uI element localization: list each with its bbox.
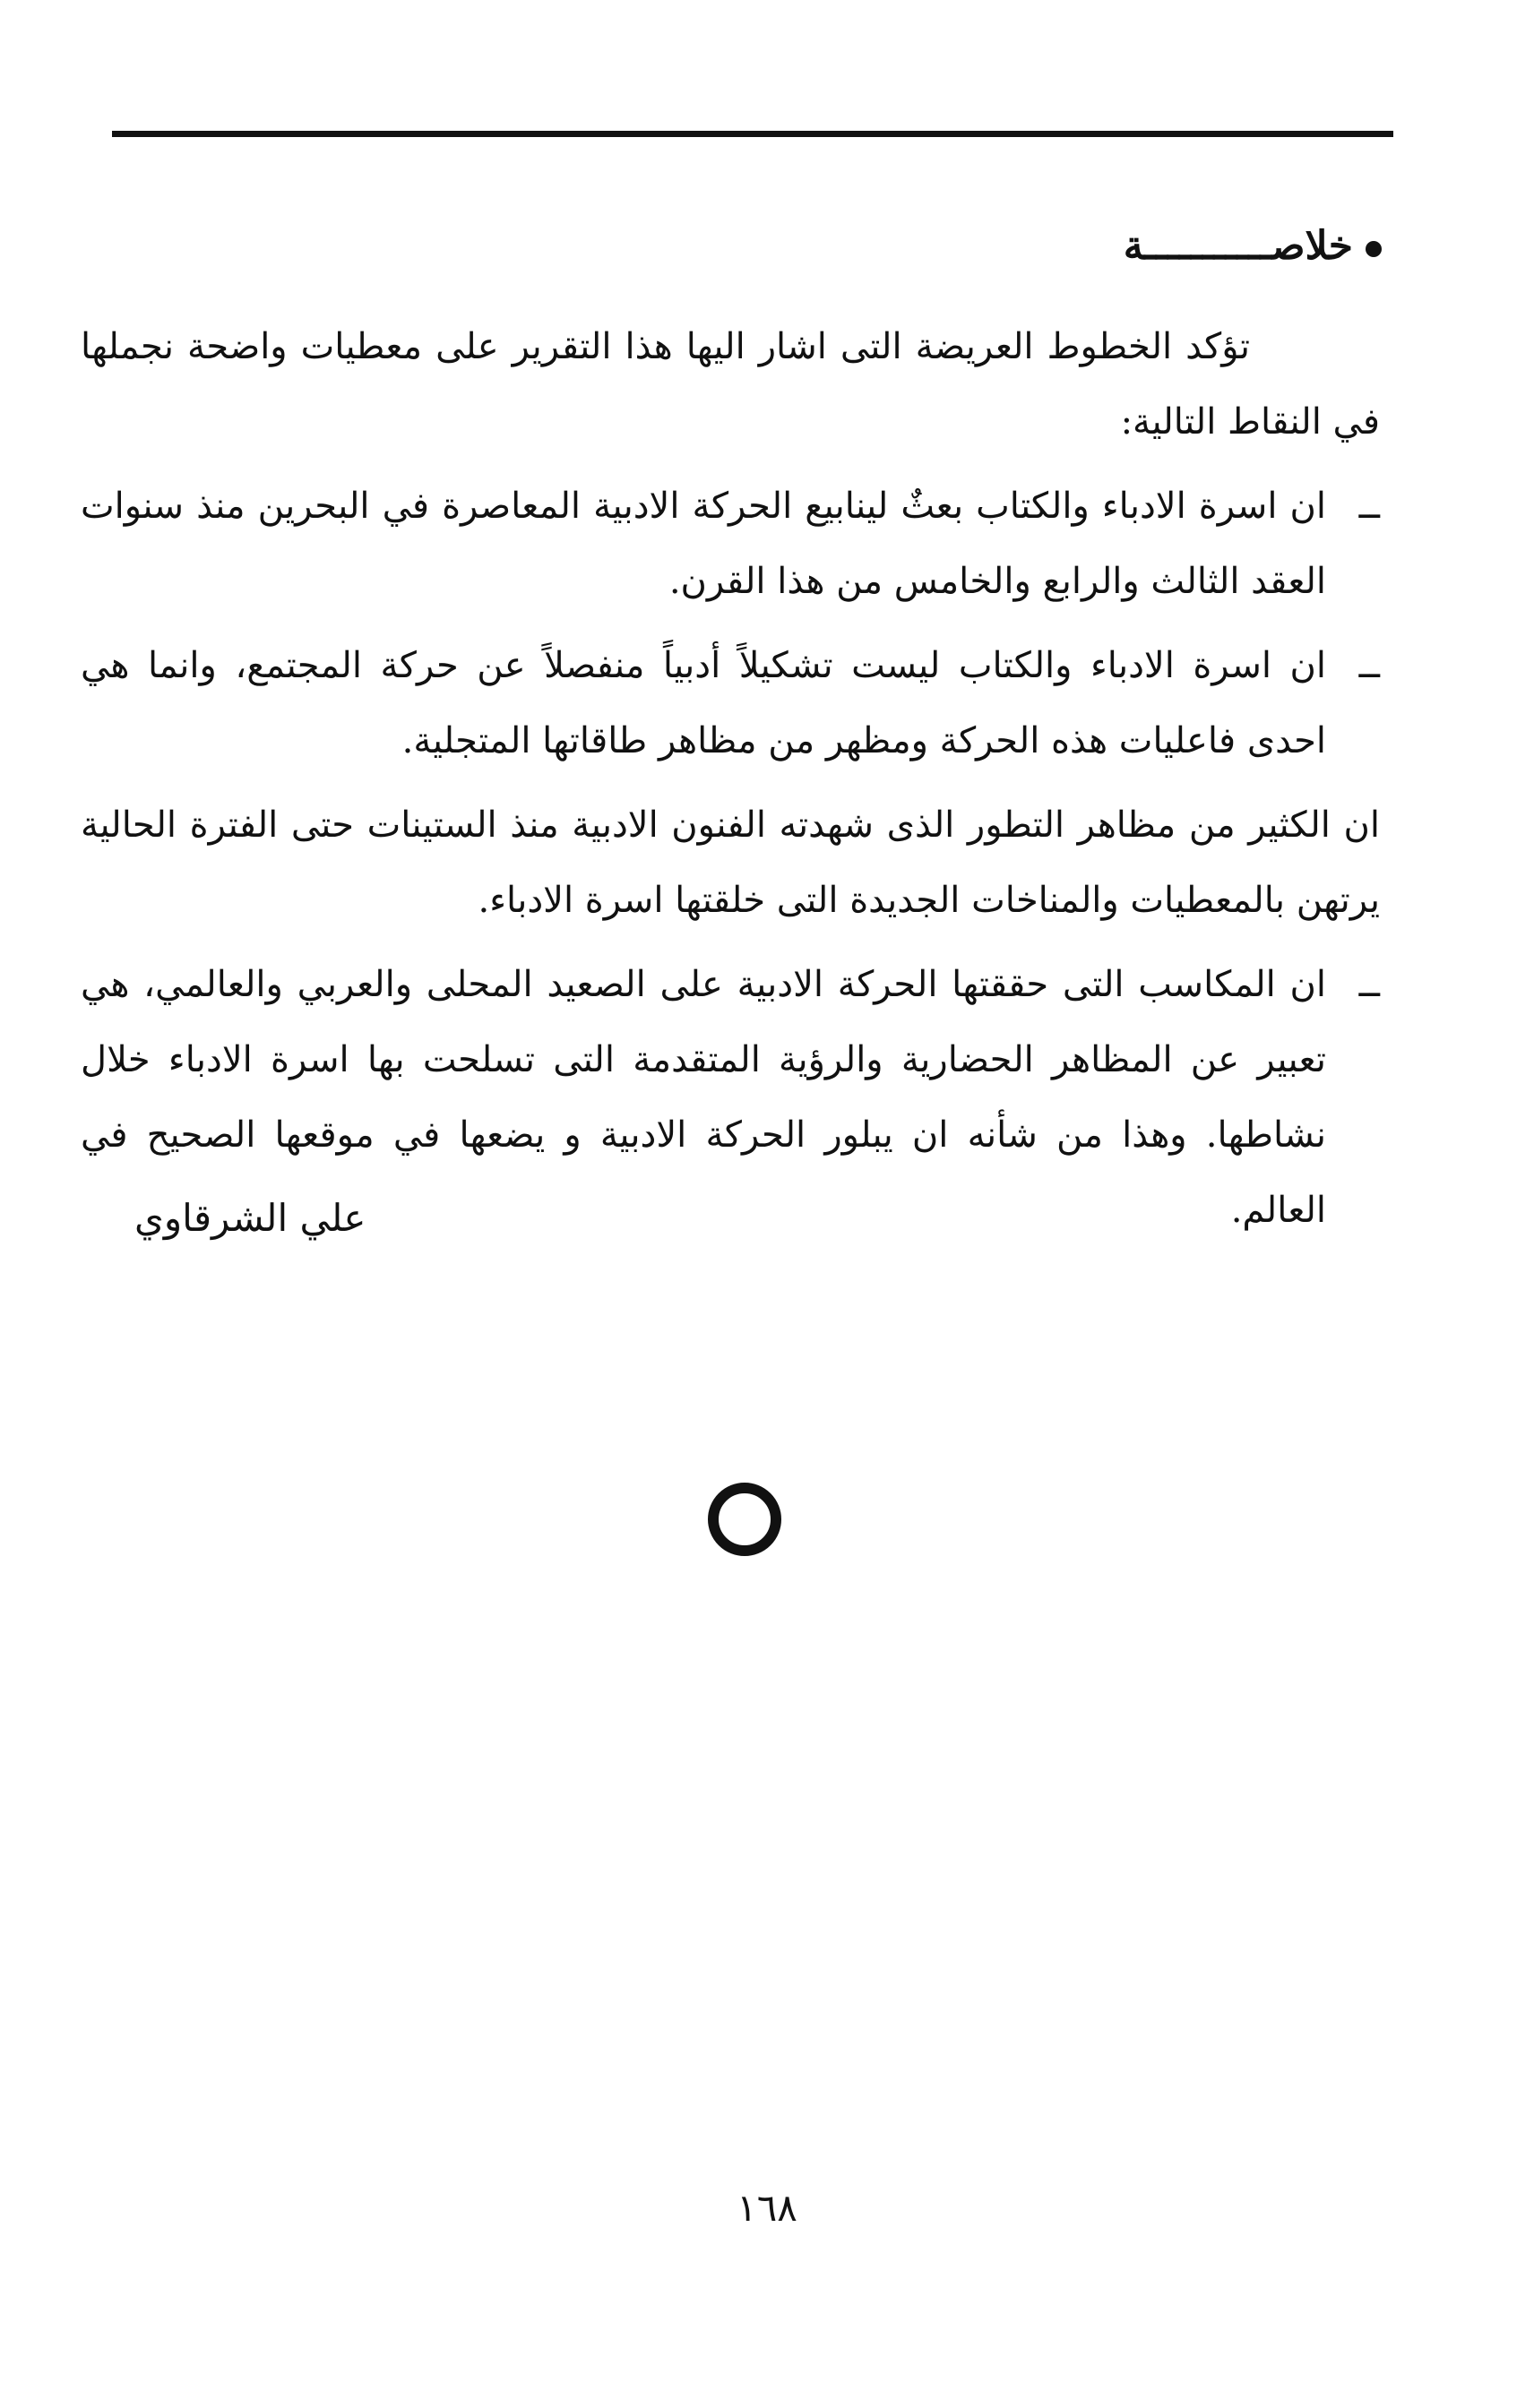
top-rule [112, 131, 1393, 137]
intro-paragraph: تؤكد الخطوط العريضة التى اشار اليها هذا التقرير على معطيات واضحة نجملها في النقاط التالية: [81, 326, 1380, 443]
author-signature: علي الشرقاوي [134, 1196, 366, 1240]
page-number: ١٦٨ [737, 2186, 797, 2230]
bullet-icon [1366, 241, 1382, 257]
point-text: ان المكاسب التى حققتها الحركة الادبية على الصعيد المحلى والعربي والعالمي، هي تعبير عن المظاهر الحضارية والرؤية المتقدمة التى تسلحت بها اسرة الادباء خلال نشاطها. وهذا من شأنه ان يبلور الحركة الادبية و يضعها في موقعها الصحيح في العالم. [81, 964, 1326, 1231]
point-2 [81, 628, 1380, 778]
heading-text: خلاصـــــــــــة [1123, 223, 1353, 269]
point-1 [81, 469, 1380, 619]
point-text: ان اسرة الادباء والكتاب بعثٌ لينابيع الحركة الادبية المعاصرة في البحرين منذ سنوات العقد الثالث والرابع والخامس من هذا القرن. [81, 486, 1326, 602]
paragraph: ان الكثير من مظاهر التطور الذى شهدته الفنون الادبية منذ الستينات حتى الفترة الحالية يرتهن بالمعطيات والمناخات الجديدة التى خلقتها اسرة الادباء. [81, 804, 1380, 921]
point-text: ان اسرة الادباء والكتاب ليست تشكيلاً أدبياً منفصلاً عن حركة المجتمع، وانما هي احدى فاعليات هذه الحركة ومظهر من مظاهر طاقاتها المتجلية. [81, 645, 1326, 761]
dash-marker: ــ [1358, 486, 1380, 527]
dash-marker: ــ [1358, 964, 1380, 1005]
dash-marker: ــ [1358, 645, 1380, 686]
section-heading [1124, 215, 1382, 278]
body-text [81, 309, 1380, 1257]
end-circle-icon [708, 1483, 781, 1556]
